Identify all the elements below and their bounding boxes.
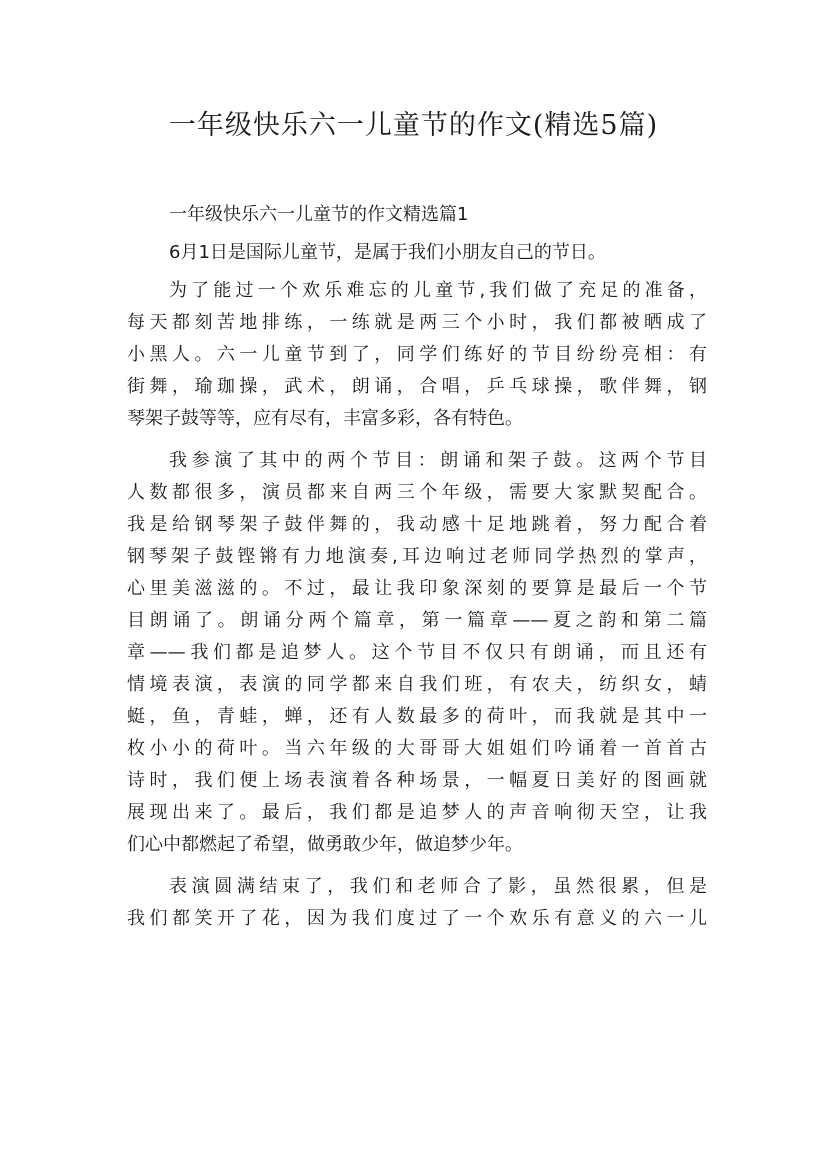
paragraph-line: 心里美滋滋的。不过，最让我印象深刻的要算是最后一个节 <box>127 578 707 599</box>
paragraph-line: 为了能过一个欢乐难忘的儿童节,我们做了充足的准备， <box>169 280 707 301</box>
paragraph-line: 小黑人。六一儿童节到了，同学们练好的节目纷纷亮相：有 <box>127 344 707 365</box>
paragraph-4 <box>127 871 707 935</box>
paragraph-line: 目朗诵了。朗诵分两个篇章，第一篇章——夏之韵和第二篇 <box>127 610 707 631</box>
paragraph-line: 我参演了其中的两个节目：朗诵和架子鼓。这两个节目 <box>169 450 707 471</box>
paragraph-line: 情境表演，表演的同学都来自我们班，有农夫，纺织女，蜻 <box>127 674 707 695</box>
paragraph-line: 我们都笑开了花，因为我们度过了一个欢乐有意义的六一儿 <box>127 908 707 929</box>
document-title: 一年级快乐六一儿童节的作文(精选5篇) <box>168 110 659 141</box>
paragraph-line: 街舞，瑜珈操，武术，朗诵，合唱，乒乓球操，歌伴舞，钢 <box>127 376 707 397</box>
paragraph-line: 我是给钢琴架子鼓伴舞的，我动感十足地跳着，努力配合着 <box>127 514 707 535</box>
paragraph-line: 们心中都燃起了希望，做勇敢少年，做追梦少年。 <box>127 834 523 855</box>
paragraph-line: 枚小小的荷叶。当六年级的大哥哥大姐姐们吟诵着一首首古 <box>127 738 707 759</box>
paragraph-line: 每天都刻苦地排练，一练就是两三个小时，我们都被晒成了 <box>127 312 707 333</box>
paragraph-line: 人数都很多，演员都来自两三个年级，需要大家默契配合。 <box>127 482 707 503</box>
paragraph-2 <box>127 275 707 435</box>
paragraph-line: 章——我们都是追梦人。这个节目不仅只有朗诵，而且还有 <box>127 642 707 663</box>
paragraph-3 <box>127 445 707 861</box>
paragraph-line: 钢琴架子鼓铿锵有力地演奏,耳边响过老师同学热烈的掌声， <box>127 546 707 567</box>
paragraph-line: 表演圆满结束了，我们和老师合了影，虽然很累，但是 <box>169 876 707 897</box>
paragraph-line: 蜓，鱼，青蛙，蝉，还有人数最多的荷叶，而我就是其中一 <box>127 706 707 727</box>
paragraph-line: 诗时，我们便上场表演着各种场景，一幅夏日美好的图画就 <box>127 770 707 791</box>
document-body <box>127 199 707 935</box>
paragraph-line: 展现出来了。最后，我们都是追梦人的声音响彻天空，让我 <box>127 802 707 823</box>
paragraph-1 <box>127 237 707 269</box>
paragraph-line: 琴架子鼓等等，应有尽有，丰富多彩，各有特色。 <box>127 408 523 429</box>
paragraph-line: 6月1日是国际儿童节，是属于我们小朋友自己的节日。 <box>169 242 606 263</box>
section-heading: 一年级快乐六一儿童节的作文精选篇1 <box>169 204 469 225</box>
